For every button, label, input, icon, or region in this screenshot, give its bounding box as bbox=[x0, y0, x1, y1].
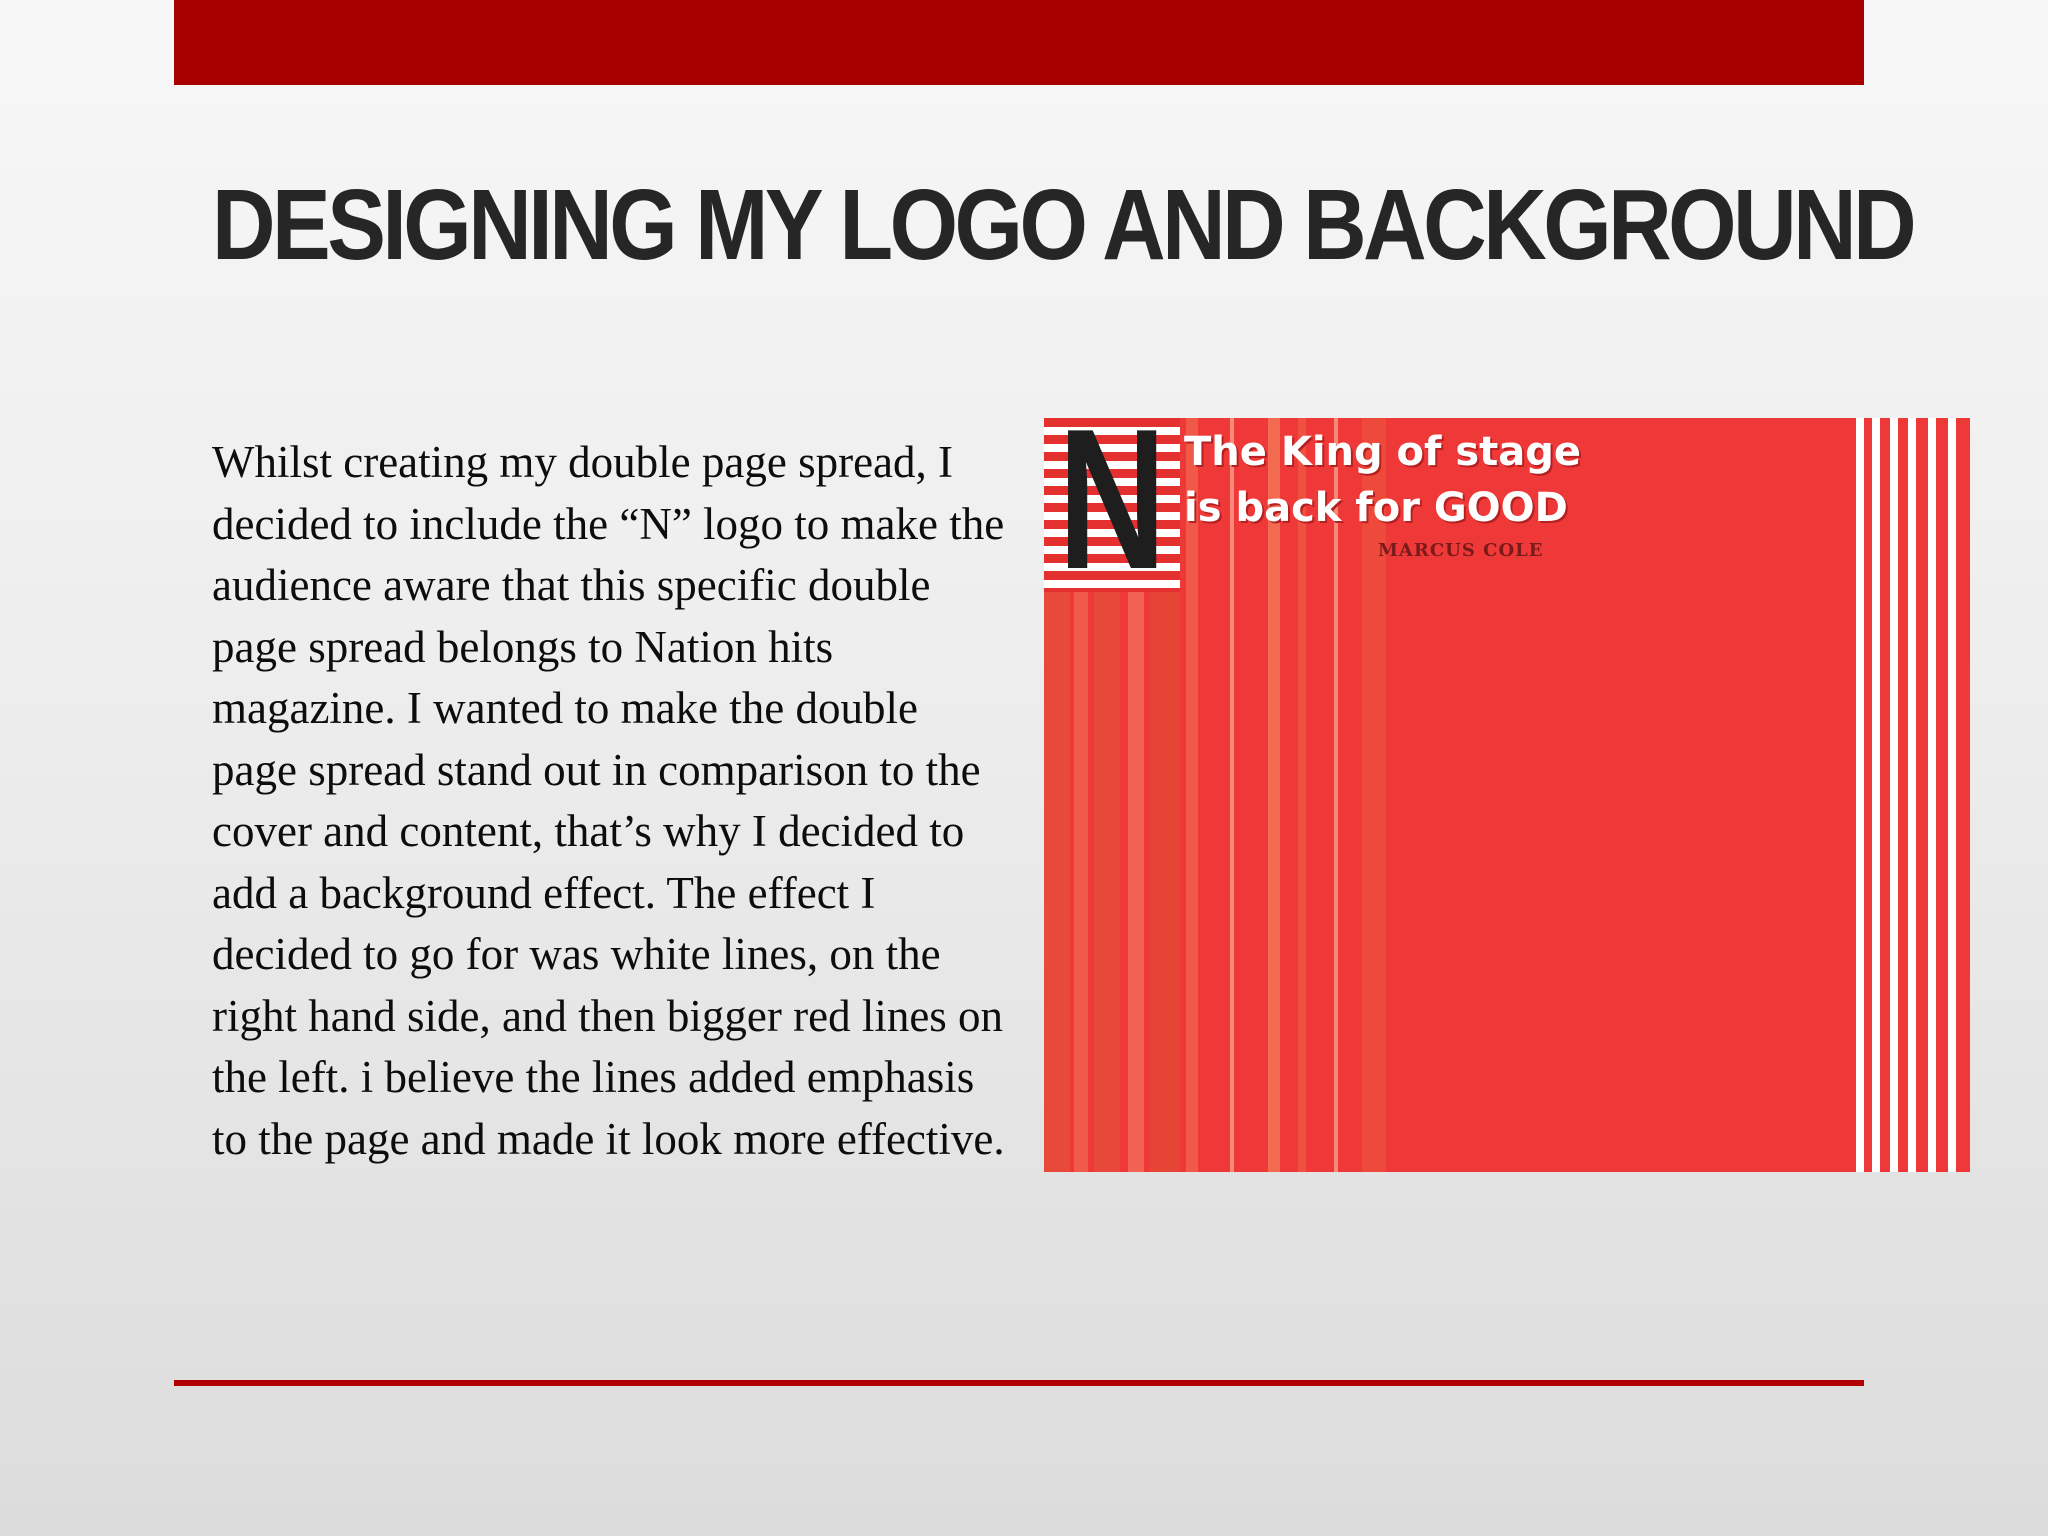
n-logo bbox=[1044, 418, 1180, 611]
white-stripe bbox=[1890, 418, 1898, 1172]
white-stripe bbox=[1948, 418, 1956, 1172]
preview-headline-line2: is back for GOOD bbox=[1184, 485, 1568, 531]
slide-title: DESIGNING MY LOGO AND BACKGROUND bbox=[212, 169, 1914, 281]
preview-byline: MARCUS COLE bbox=[1378, 540, 1544, 561]
white-stripe bbox=[1872, 418, 1880, 1172]
white-stripe bbox=[1908, 418, 1916, 1172]
spread-preview-image bbox=[1044, 418, 1970, 1172]
preview-headline bbox=[1184, 424, 1581, 536]
bottom-divider bbox=[174, 1380, 1864, 1386]
white-stripe bbox=[1856, 418, 1864, 1172]
slide-body-text: Whilst creating my double page spread, I decided to include the “N” logo to make the audience aware that this specific double page spread belongs to Nation hits magazine. I wanted to make the double page spread stand out in comparison to the cover and content, that’s why I decided to add a background effect. The effect I decided to go for was white lines, on the right hand side, and then bigger red lines on the left. i believe the lines added emphasis to the page and made it look more effective. bbox=[212, 437, 1005, 1164]
preview-headline-line1: The King of stage bbox=[1184, 429, 1582, 475]
white-stripe bbox=[1928, 418, 1936, 1172]
top-accent-bar bbox=[174, 0, 1864, 85]
n-logo-letter: N bbox=[1058, 418, 1167, 611]
